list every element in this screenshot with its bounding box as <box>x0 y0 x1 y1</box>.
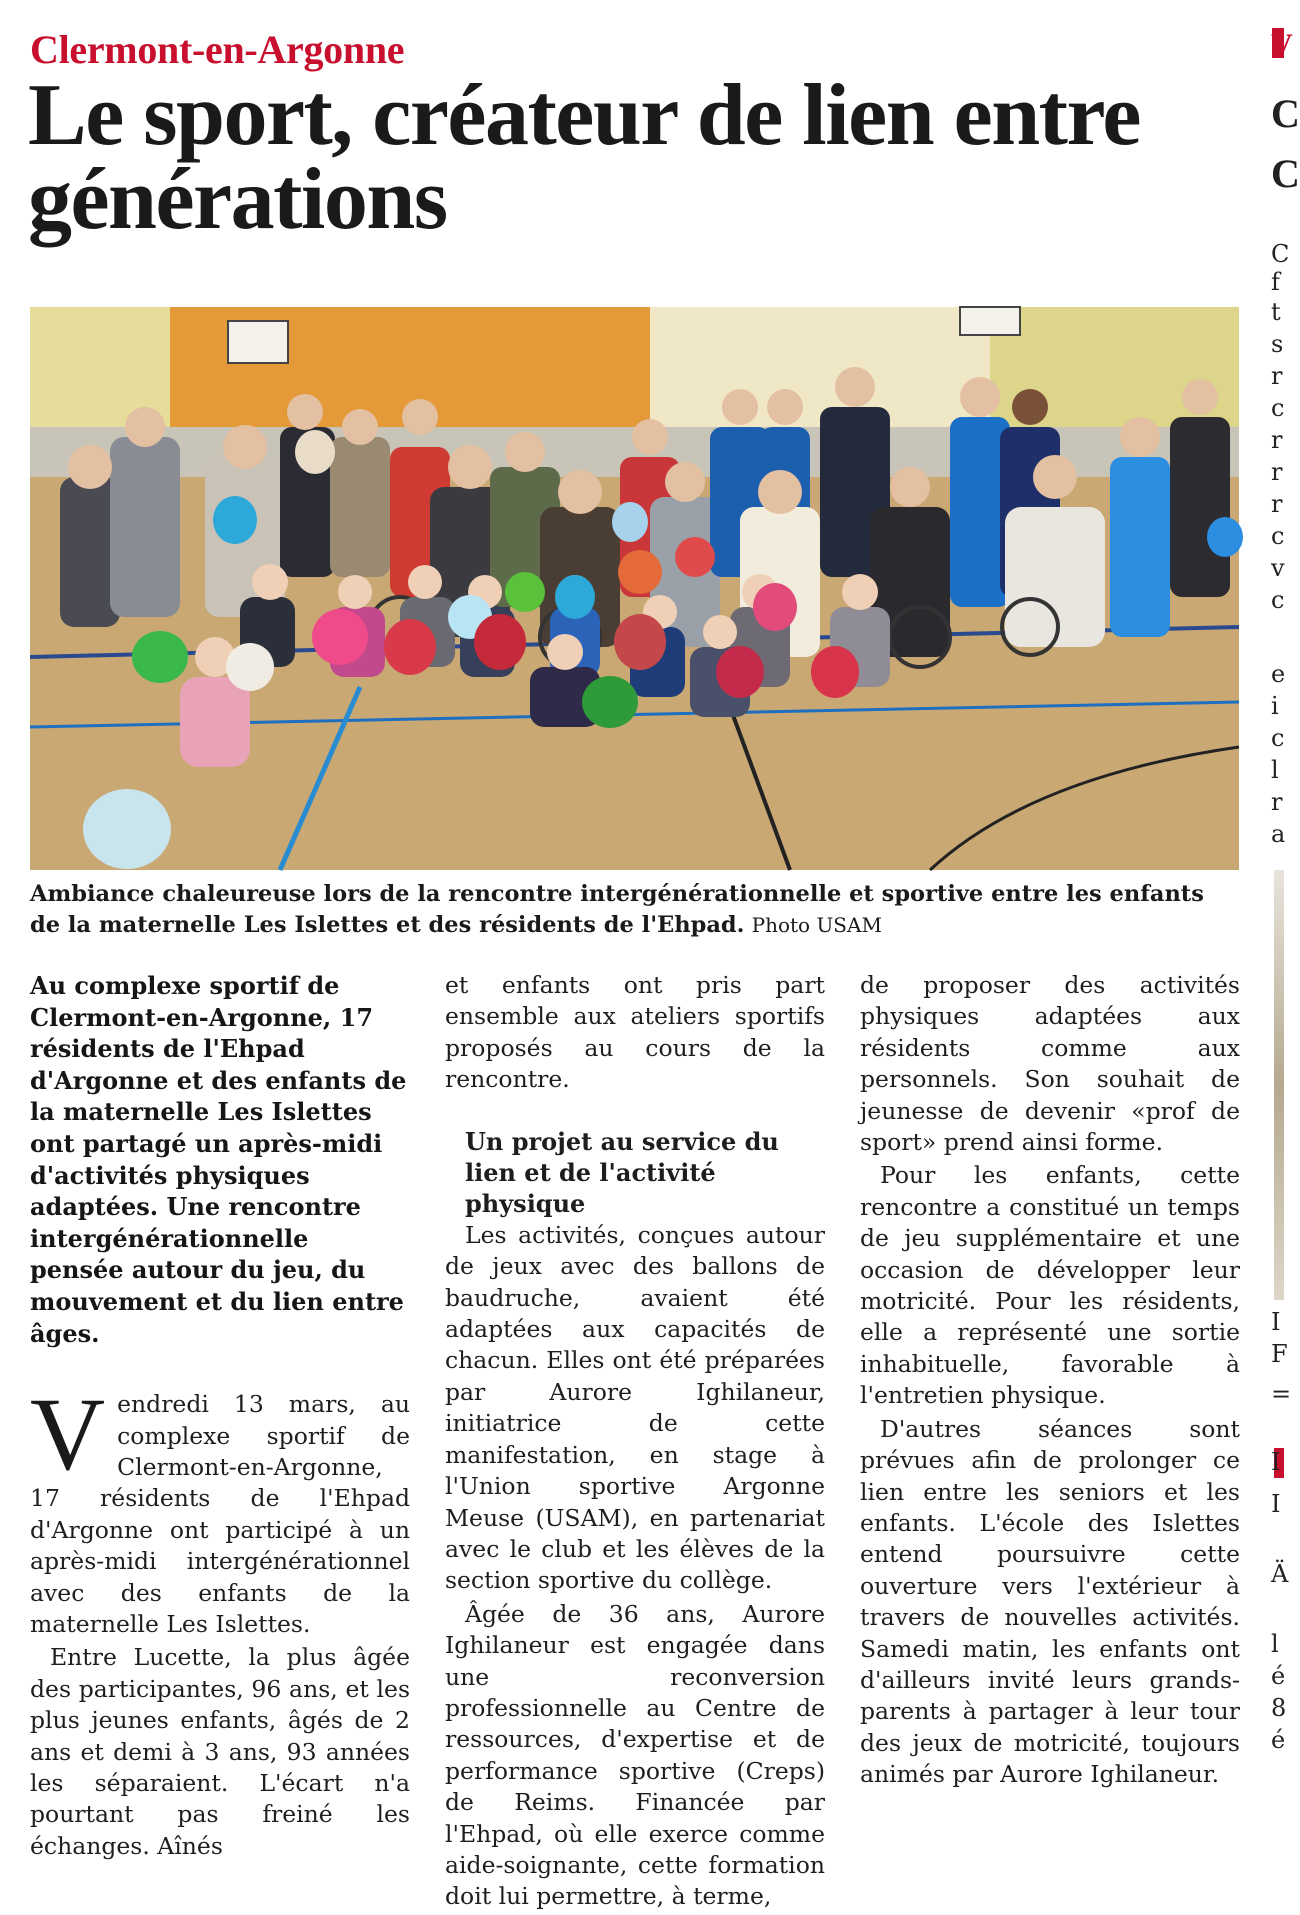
paragraph-1-text: endredi 13 mars, au complexe sportif de Clermont-en-Argonne, 17 résidents de l'Ehpad d'Argonne ont participé à un après-midi intergénérationnel avec des enfants de la maternelle Les Islettes. <box>30 1390 410 1638</box>
adjacent-letter: e <box>1271 660 1286 688</box>
column-1 <box>30 970 410 1864</box>
paragraph-8: D'autres séances sont prévues afin de prolonger ce lien entre les seniors et les enfants. L'école des Islettes entend poursuivre cette ouverture vers l'extérieur à travers de nouvelles activités. Samedi matin, les enfants ont d'ailleurs invité leurs grands-parents à partager à leur tour des jeux de motricité, toujours animés par Aurore Ighilaneur. <box>860 1414 1240 1789</box>
adjacent-letter: é <box>1271 1662 1286 1690</box>
paragraph-6: de proposer des activités physiques adaptées aux résidents comme aux personnels. Son souhait de jeunesse de devenir «prof de sport» prend ainsi forme. <box>860 971 1240 1157</box>
adjacent-letter: C <box>1271 91 1300 136</box>
adjacent-letter: r <box>1271 788 1283 816</box>
adjacent-letter: I <box>1271 1490 1281 1518</box>
paragraph-1 <box>30 1377 410 1640</box>
adjacent-letter: r <box>1271 458 1283 486</box>
adjacent-photo <box>1274 870 1284 1300</box>
adjacent-letter: v <box>1271 554 1285 582</box>
adjacent-letter: r <box>1271 362 1283 390</box>
article-headline: Le sport, créateur de lien entre générations <box>28 67 1140 248</box>
column-2 <box>445 970 825 1915</box>
adjacent-letter: é <box>1271 1726 1286 1754</box>
adjacent-letter: V <box>1271 28 1293 61</box>
adjacent-letter: I <box>1271 1448 1281 1476</box>
adjacent-letter: l <box>1271 1630 1279 1658</box>
adjacent-letter: c <box>1271 394 1285 422</box>
paragraph-3: et enfants ont pris part ensemble aux ateliers sportifs proposés au cours de la rencontre. <box>445 971 825 1094</box>
adjacent-letter: i <box>1271 692 1279 720</box>
photo-illustration <box>30 307 1239 870</box>
adjacent-letter: I <box>1271 1308 1281 1336</box>
adjacent-letter: C <box>1271 240 1290 268</box>
section-kicker: Clermont-en-Argonne <box>30 27 405 72</box>
adjacent-letter: s <box>1271 330 1284 358</box>
article-photo <box>30 307 1239 870</box>
paragraph-4: Les activités, conçues autour de jeux avec des ballons de baudruche, avaient été adaptées aux capacités de chacun. Elles ont été préparées par Aurore Ighilaneur, initiatrice de cette manifestation, en stage à l'Union sportive Argonne Meuse (USAM), en partenariat avec le club et les élèves de la section sportive du collège. <box>445 1220 825 1595</box>
paragraph-7: Pour les enfants, cette rencontre a constitué un temps de jeu supplémentaire et une occasion de développer leur motricité. Pour les résidents, elle a représenté une sortie inhabituelle, favorable à l'entretien physique. <box>860 1161 1240 1410</box>
adjacent-letter: c <box>1271 586 1285 614</box>
adjacent-letter: c <box>1271 522 1285 550</box>
article-lead: Au complexe sportif de Clermont-en-Argonne, 17 résidents de l'Ehpad d'Argonne et des enfants de la maternelle Les Islettes ont partagé un après-midi d'activités physiques adaptées. Une rencontre intergénérationnelle pensée autour du jeu, du mouvement et du lien entre âges. <box>30 971 407 1348</box>
paragraph-2: Entre Lucette, la plus âgée des participantes, 96 ans, et les plus jeunes enfants, âgés de 2 ans et demi à 3 ans, 93 années les séparaient. L'écart n'a pourtant pas freiné les échanges. Aînés <box>30 1643 410 1860</box>
paragraph-5: Âgée de 36 ans, Aurore Ighilaneur est engagée dans une reconversion professionnelle au Centre de ressources, d'expertise et de performance sportive (Creps) de Reims. Financée par l'Ehpad, où elle exerce comme aide-soignante, cette formation doit lui permettre, à terme, <box>445 1599 825 1911</box>
column-3 <box>860 970 1240 1793</box>
adjacent-letter: r <box>1271 426 1283 454</box>
adjacent-letter: l <box>1271 756 1279 784</box>
adjacent-letter: Ä <box>1271 1560 1289 1588</box>
adjacent-letter: F <box>1271 1340 1288 1368</box>
adjacent-letter: C <box>1271 151 1300 196</box>
adjacent-letter: r <box>1271 490 1283 518</box>
drop-cap: V <box>30 1377 106 1493</box>
adjacent-letter: t <box>1271 298 1281 326</box>
adjacent-letter: 8 <box>1271 1694 1287 1722</box>
photo-credit: Photo USAM <box>751 913 882 937</box>
adjacent-letter: f <box>1271 268 1280 296</box>
adjacent-letter: = <box>1271 1380 1292 1408</box>
adjacent-letter: c <box>1271 724 1285 752</box>
adjacent-letter: a <box>1271 820 1286 848</box>
caption-text: Ambiance chaleureuse lors de la rencontre intergénérationnelle et sportive entre les enfants de la maternelle Les Islettes et des résidents de l'Ehpad. <box>30 881 1204 938</box>
photo-caption <box>30 879 1239 941</box>
article-subhead: Un projet au service du lien et de l'activité physique <box>465 1126 779 1219</box>
